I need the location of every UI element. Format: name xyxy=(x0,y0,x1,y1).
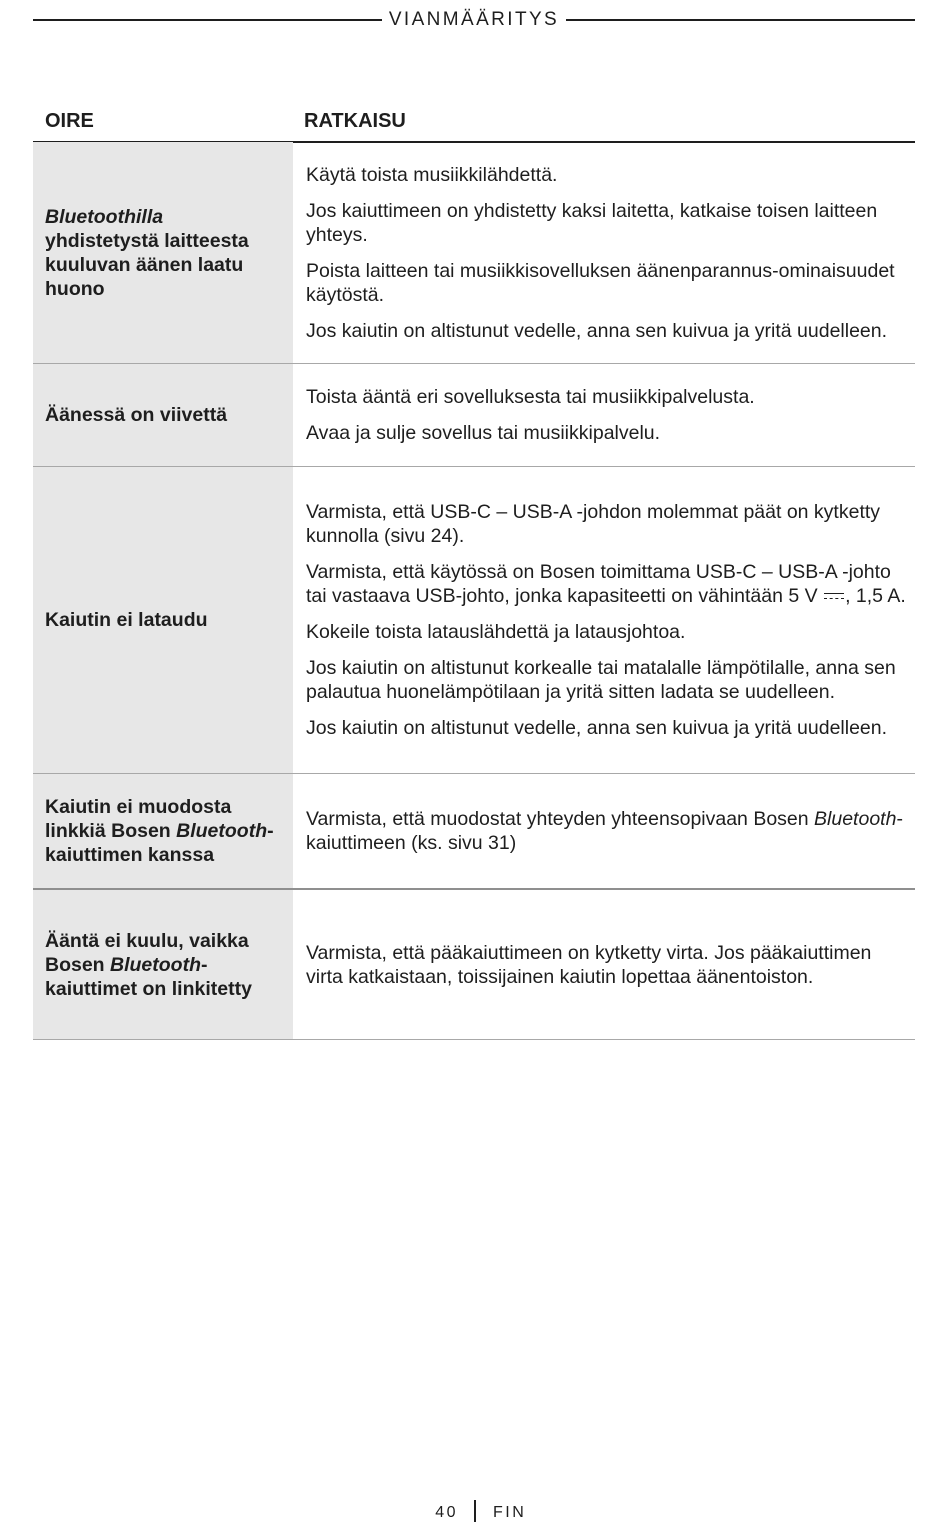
dc-current-icon xyxy=(824,593,844,601)
symptom-rest: yhdistetystä laitteesta kuuluvan äänen laatu huono xyxy=(45,229,249,300)
solution-text-part: Varmista, että käytössä on Bosen toimittama USB-C – USB-A -johto tai vastaava USB-johto, jonka kapasiteetti on vähintään 5 V xyxy=(306,561,891,607)
page-number: 40 xyxy=(435,1504,458,1521)
footer-separator xyxy=(474,1500,476,1522)
column-header-solution: RATKAISU xyxy=(304,110,406,132)
header-rule-left xyxy=(33,19,382,21)
solution-italic: Bluetooth xyxy=(814,808,897,830)
solution-text xyxy=(306,807,907,855)
symptom-text xyxy=(45,795,281,867)
symptom-text xyxy=(45,205,281,301)
solution-cell xyxy=(293,364,915,466)
symptom-part: Ääntä ei kuulu, vaikka Bosen xyxy=(45,929,249,976)
section-title: VIANMÄÄRITYS xyxy=(388,9,560,30)
page-footer xyxy=(0,1500,950,1526)
symptom-cell xyxy=(33,364,293,466)
solution-text: Varmista, että pääkaiuttimeen on kytketty virta. Jos pääkaiuttimen virta katkaistaan, toissijainen kaiutin lopettaa äänentoiston. xyxy=(306,941,872,988)
solution-text-part: Varmista, että muodostat yhteyden yhteensopivaan Bosen xyxy=(306,808,815,830)
solution-text: Toista ääntä eri sovelluksesta tai musiikkipalvelusta. xyxy=(306,386,755,408)
table-header xyxy=(33,108,915,143)
solution-text: Jos kaiutin on altistunut vedelle, anna sen kuivua ja yritä uudelleen. xyxy=(306,319,888,342)
symptom-cell xyxy=(33,467,293,773)
language-code: FIN xyxy=(493,1504,527,1521)
solution-text: Poista laitteen tai musiikkisovelluksen äänenparannus-ominaisuudet käytöstä. xyxy=(306,259,895,306)
solution-text: Jos kaiutin on altistunut vedelle, anna sen kuivua ja yritä uudelleen. xyxy=(306,717,888,739)
solution-cell xyxy=(293,774,915,888)
symptom-text: Äänessä on viivettä xyxy=(45,404,228,426)
table-row xyxy=(33,774,915,890)
solution-text xyxy=(306,560,907,608)
column-header-symptom: OIRE xyxy=(45,110,94,132)
symptom-italic: Bluetooth xyxy=(176,820,268,842)
header-rule-right xyxy=(566,19,915,21)
symptom-italic: Bluetoothilla xyxy=(45,205,164,228)
symptom-cell xyxy=(33,890,293,1039)
table-row xyxy=(33,890,915,1040)
symptom-italic: Bluetooth xyxy=(110,953,201,976)
symptom-text xyxy=(45,929,281,1001)
symptom-part: -kaiuttimet on linkitetty xyxy=(45,953,252,1000)
solution-cell xyxy=(293,142,915,363)
solution-text: Avaa ja sulje sovellus tai musiikkipalvelu. xyxy=(306,422,661,444)
table-row xyxy=(33,364,915,467)
solution-text-part: -kaiuttimeen (ks. sivu 31) xyxy=(306,808,903,854)
symptom-part: Kaiutin ei muodosta linkkiä Bosen xyxy=(45,796,232,842)
solution-text: Jos kaiutin on altistunut korkealle tai matalalle lämpötilalle, anna sen palautua huonelämpötilaan ja yritä sitten ladata se uudelleen. xyxy=(306,657,896,703)
page-header xyxy=(33,8,915,32)
table-row xyxy=(33,467,915,774)
symptom-cell xyxy=(33,774,293,888)
solution-cell xyxy=(293,467,915,773)
symptom-part: -kaiuttimen kanssa xyxy=(45,820,274,866)
symptom-text: Kaiutin ei lataudu xyxy=(45,609,208,631)
solution-text: Käytä toista musiikkilähdettä. xyxy=(306,163,558,186)
solution-text: Varmista, että USB-C – USB-A -johdon molemmat päät on kytketty kunnolla (sivu 24). xyxy=(306,501,881,547)
table-row xyxy=(33,142,915,364)
symptom-cell xyxy=(33,142,293,363)
solution-text: Jos kaiuttimeen on yhdistetty kaksi laitetta, katkaise toisen laitteen yhteys. xyxy=(306,199,878,246)
solution-text-part: , 1,5 A. xyxy=(845,585,906,607)
solution-text: Kokeile toista latauslähdettä ja latausjohtoa. xyxy=(306,621,686,643)
troubleshooting-table xyxy=(33,142,915,1040)
solution-cell xyxy=(293,890,915,1039)
